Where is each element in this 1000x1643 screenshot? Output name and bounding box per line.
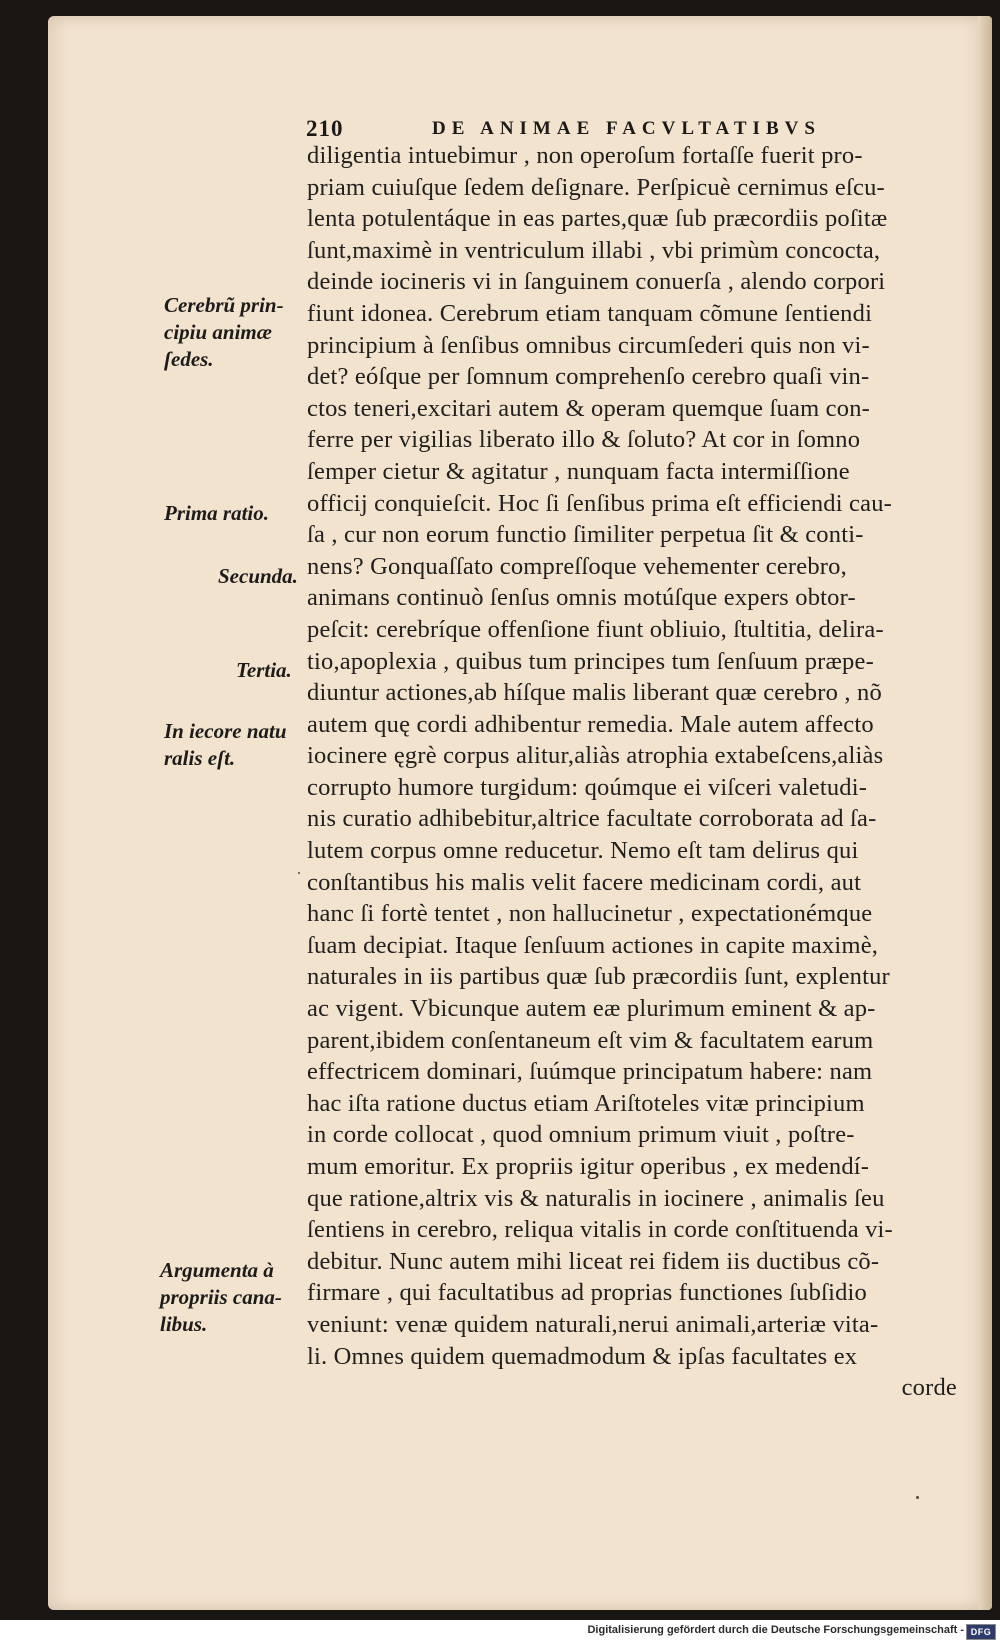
text-line: corrupto humore turgidum: qoúmque ei viſceri valetudi- <box>307 773 868 801</box>
text-line: veniunt: venæ quidem naturali,nerui animali,arteriæ vita- <box>307 1310 879 1338</box>
text-line: ferre per vigilias liberato illo & ſoluto? At cor in ſomno <box>307 426 861 454</box>
text-line: naturales in iis partibus quæ ſub præcordiis ſunt, explentur <box>307 963 890 991</box>
text-line: det? eóſque per ſomnum comprehenſo cerebro quaſi vin- <box>307 363 870 391</box>
margin-note-tertia: Tertia. <box>236 658 292 682</box>
text-line: diligentia intuebimur , non operoſum fortaſſe fuerit pro- <box>307 142 863 169</box>
text-line: hac iſta ratione ductus etiam Ariſtoteles vitæ principium <box>307 1089 865 1117</box>
text-line: li. Omnes quidem quemadmodum & ipſas facultates ex <box>307 1342 858 1370</box>
text-line: nis curatio adhibebitur,altrice facultate corroborata ad ſa- <box>307 805 877 833</box>
text-line: fiunt idonea. Cerebrum etiam tanquam cõmune ſentiendi <box>307 299 873 327</box>
text-line: deinde iocineris vi in ſanguinem conuerſa , alendo corpori <box>307 268 886 296</box>
text-line: priam cuiuſque ſedem deſignare. Perſpicuè cernimus eſcu- <box>307 173 885 201</box>
paper-speck <box>298 872 300 874</box>
text-line: peſcit: cerebríque offenſione fiunt obliuio, ſtultitia, delira- <box>307 615 884 643</box>
text-line: officij conquieſcit. Hoc ſi ſenſibus prima eſt efficiendi cau- <box>307 489 893 517</box>
text-line: ſemper cietur & agitatur , nunquam facta intermiſſione <box>307 457 850 485</box>
text-line: tio,apoplexia , quibus tum principes tum ſenſuum præpe- <box>307 647 874 675</box>
page-number: 210 <box>306 116 344 141</box>
text-line: mum emoritur. Ex propriis igitur operibus , ex medendí- <box>307 1153 870 1180</box>
text-line: lutem corpus omne reducetur. Nemo eſt tam delirus qui <box>307 837 859 865</box>
paper-speck <box>916 1496 919 1499</box>
text-line: firmare , qui facultatibus ad proprias functiones ſubſidio <box>307 1279 867 1307</box>
text-line: lenta potulentáque in eas partes,quæ ſub præcordiis poſitæ <box>307 205 888 233</box>
text-line: ſunt,maximè in ventriculum illabi , vbi primùm concocta, <box>307 236 881 264</box>
text-line: principium à ſenſibus omnibus circumſederi quis non vi- <box>307 331 870 359</box>
text-line: conſtantibus his malis velit facere medicinam cordi, aut <box>307 868 862 896</box>
text-line: iocinere ęgrè corpus alitur,aliàs atrophia extabeſcens,aliàs <box>307 742 884 770</box>
text-line: nens? Gonquaſſato compreſſoque vehementer cerebro, <box>307 552 847 580</box>
text-line: hanc ſi fortè tentet , non hallucinetur , expectationémque <box>307 900 873 928</box>
text-line: effectricem dominari, ſuúmque principatum habere: nam <box>307 1058 873 1086</box>
margin-note-cerebrum: Cerebrũ prin- cipiu animæ ſedes. <box>164 293 284 371</box>
text-line: autem quę cordi adhibentur remedia. Male autem affecto <box>307 710 874 738</box>
dfg-logo: DFG <box>966 1624 996 1640</box>
text-line: animans continuò ſenſus omnis motúſque expers obtor- <box>307 584 856 612</box>
text-line: ac vigent. Vbicunque autem eæ plurimum eminent & ap- <box>307 995 876 1023</box>
catchword: corde <box>901 1374 957 1402</box>
margin-note-secunda: Secunda. <box>218 564 298 588</box>
page-edge <box>978 16 992 1610</box>
margin-note-in-iecore: In iecore natu ralis eſt. <box>164 719 287 770</box>
text-line: ſa , cur non eorum functio ſimiliter perpetua ſit & conti- <box>307 521 864 549</box>
text-line: que ratione,altrix vis & naturalis in iocinere , animalis ſeu <box>307 1184 885 1212</box>
text-line: parent,ibidem conſentaneum eſt vim & facultatem earum <box>307 1026 874 1054</box>
text-line: diuntur actiones,ab híſque malis liberant quæ cerebro , nõ <box>307 679 882 707</box>
footer-credit: Digitalisierung gefördert durch die Deutsche Forschungsgemeinschaft - <box>587 1624 964 1636</box>
footer <box>0 1620 1000 1643</box>
text-line: ſentiens in cerebro, reliqua vitalis in corde conſtituenda vi- <box>307 1216 893 1244</box>
body-text <box>307 140 957 1404</box>
text-line: debitur. Nunc autem mihi liceat rei fidem iis ductibus cõ- <box>307 1247 880 1275</box>
text-line: ſuam decipiat. Itaque ſenſuum actiones in capite maximè, <box>307 931 879 959</box>
margin-note-prima-ratio: Prima ratio. <box>164 501 270 525</box>
text-line: in corde collocat , quod omnium primum viuit , poſtre- <box>307 1121 855 1149</box>
margin-note-argumenta: Argumenta à propriis cana- libus. <box>160 1258 282 1336</box>
running-title: DE ANIMAE FACVLTATIBVS <box>432 118 821 139</box>
text-line: ctos teneri,excitari autem & operam quemque ſuam con- <box>307 394 870 422</box>
